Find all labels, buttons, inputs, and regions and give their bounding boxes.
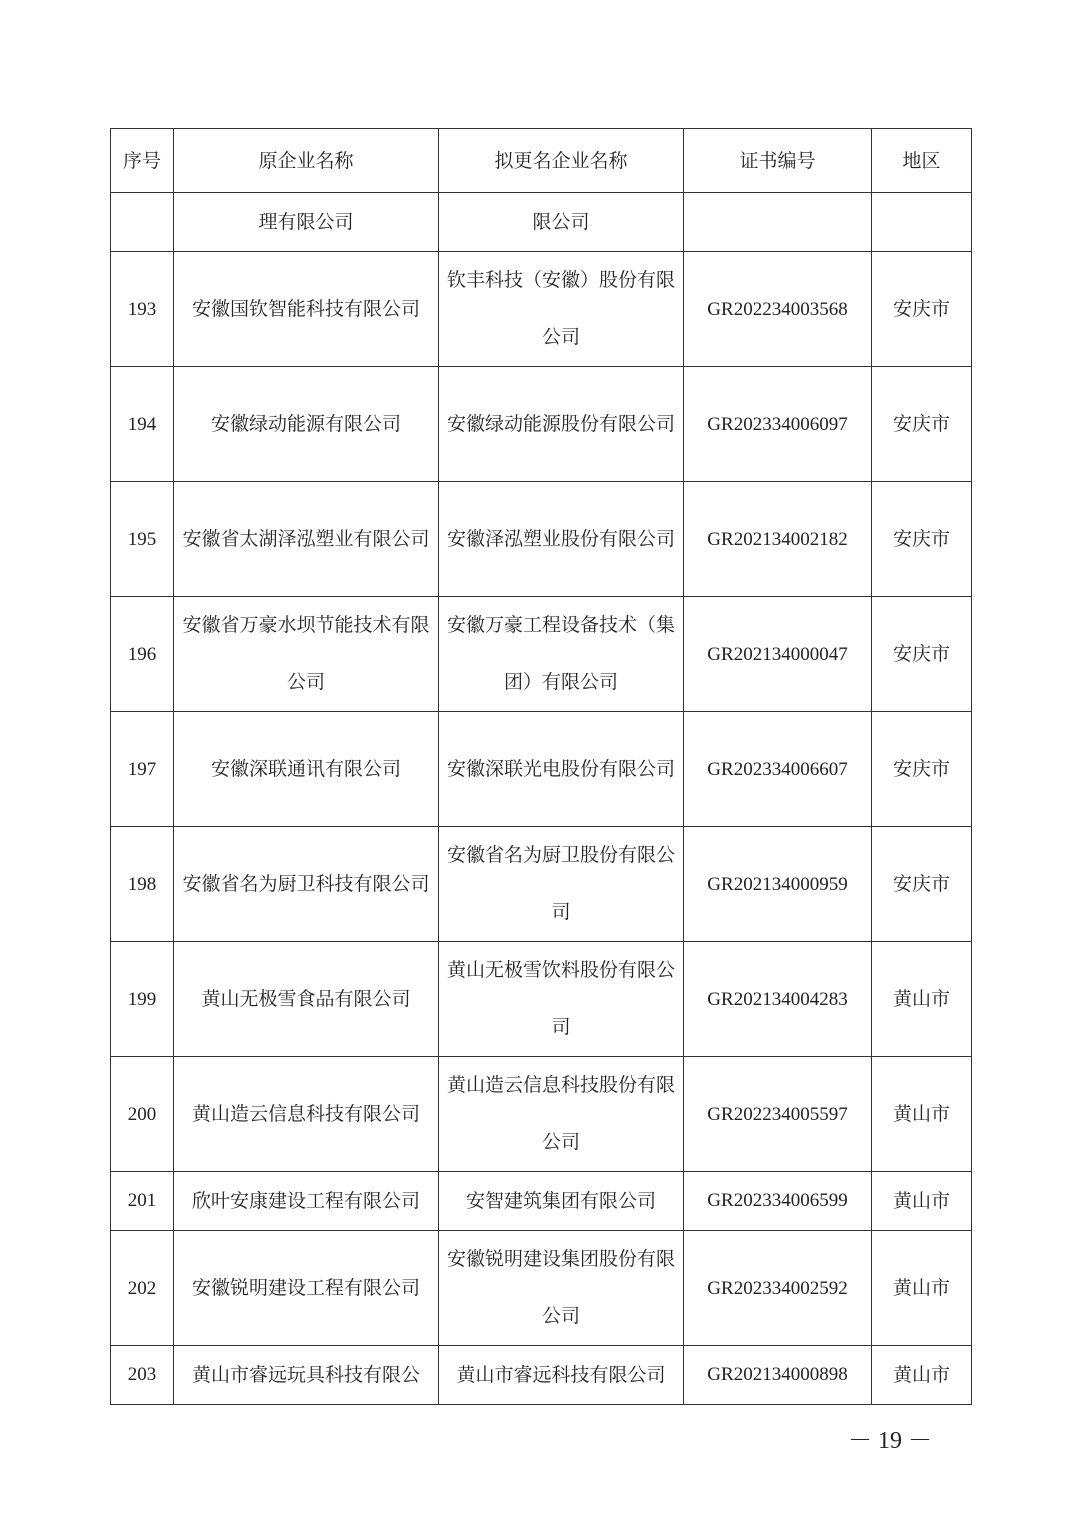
table-row [111, 712, 972, 827]
table-row [111, 942, 972, 1057]
page-number: － 19 － [848, 1428, 932, 1454]
cell-index: 197 [111, 712, 174, 827]
table-row [111, 1057, 972, 1172]
cell-index: 195 [111, 482, 174, 597]
cell-original-name: 黄山无极雪食品有限公司 [174, 942, 439, 1057]
company-rename-table [110, 128, 972, 1405]
table-row [111, 1346, 972, 1405]
cell-new-name: 安徽泽泓塑业股份有限公司 [439, 482, 684, 597]
cell-original-name: 黄山市睿远玩具科技有限公 [174, 1346, 439, 1405]
cell-index: 194 [111, 367, 174, 482]
cell-original-name: 安徽省名为厨卫科技有限公司 [174, 827, 439, 942]
cell-cert: GR202334006599 [684, 1172, 872, 1231]
cell-region: 安庆市 [872, 827, 972, 942]
cell-index: 202 [111, 1231, 174, 1346]
cell-region: 黄山市 [872, 1172, 972, 1231]
cell-cert: GR202234005597 [684, 1057, 872, 1172]
cell-original-name: 安徽深联通讯有限公司 [174, 712, 439, 827]
cell-original-name: 安徽国钦智能科技有限公司 [174, 252, 439, 367]
cell-new-name: 黄山市睿远科技有限公司 [439, 1346, 684, 1405]
cell-cert [684, 193, 872, 252]
cell-cert: GR202334002592 [684, 1231, 872, 1346]
cell-original-name: 安徽省万豪水坝节能技术有限公司 [174, 597, 439, 712]
cell-index: 201 [111, 1172, 174, 1231]
cell-region: 黄山市 [872, 1057, 972, 1172]
cell-region: 安庆市 [872, 482, 972, 597]
continuation-row [111, 193, 972, 252]
cell-cert: GR202134000047 [684, 597, 872, 712]
cell-original-name: 安徽绿动能源有限公司 [174, 367, 439, 482]
cell-cert: GR202134004283 [684, 942, 872, 1057]
table-row [111, 1172, 972, 1231]
table-row [111, 482, 972, 597]
table-row [111, 367, 972, 482]
table-row [111, 597, 972, 712]
cell-cert: GR202134000898 [684, 1346, 872, 1405]
cell-index: 200 [111, 1057, 174, 1172]
cell-region: 黄山市 [872, 942, 972, 1057]
cell-index: 199 [111, 942, 174, 1057]
cell-original-name: 安徽省太湖泽泓塑业有限公司 [174, 482, 439, 597]
cell-original-name: 黄山造云信息科技有限公司 [174, 1057, 439, 1172]
header-new-name: 拟更名企业名称 [439, 129, 684, 193]
cell-index: 196 [111, 597, 174, 712]
cell-index [111, 193, 174, 252]
cell-new-name: 黄山无极雪饮料股份有限公司 [439, 942, 684, 1057]
cell-new-name: 安徽锐明建设集团股份有限公司 [439, 1231, 684, 1346]
cell-cert: GR202134002182 [684, 482, 872, 597]
cell-region: 安庆市 [872, 367, 972, 482]
cell-region: 安庆市 [872, 252, 972, 367]
cell-original-name: 安徽锐明建设工程有限公司 [174, 1231, 439, 1346]
cell-new-name: 黄山造云信息科技股份有限公司 [439, 1057, 684, 1172]
table-header-row [111, 129, 972, 193]
header-original-name: 原企业名称 [174, 129, 439, 193]
cell-new-name: 钦丰科技（安徽）股份有限公司 [439, 252, 684, 367]
header-cert: 证书编号 [684, 129, 872, 193]
cell-new-name: 安徽绿动能源股份有限公司 [439, 367, 684, 482]
cell-region [872, 193, 972, 252]
cell-index: 193 [111, 252, 174, 367]
cell-region: 安庆市 [872, 712, 972, 827]
header-index: 序号 [111, 129, 174, 193]
cell-new-name: 安徽万豪工程设备技术（集团）有限公司 [439, 597, 684, 712]
table-row [111, 252, 972, 367]
table-row [111, 827, 972, 942]
cell-cert: GR202334006097 [684, 367, 872, 482]
cell-original-name: 理有限公司 [174, 193, 439, 252]
cell-cert: GR202234003568 [684, 252, 872, 367]
cell-new-name: 限公司 [439, 193, 684, 252]
cell-cert: GR202134000959 [684, 827, 872, 942]
cell-index: 203 [111, 1346, 174, 1405]
cell-region: 安庆市 [872, 597, 972, 712]
cell-new-name: 安徽深联光电股份有限公司 [439, 712, 684, 827]
cell-original-name: 欣叶安康建设工程有限公司 [174, 1172, 439, 1231]
cell-new-name: 安徽省名为厨卫股份有限公司 [439, 827, 684, 942]
table-row [111, 1231, 972, 1346]
header-region: 地区 [872, 129, 972, 193]
cell-new-name: 安智建筑集团有限公司 [439, 1172, 684, 1231]
cell-index: 198 [111, 827, 174, 942]
cell-region: 黄山市 [872, 1346, 972, 1405]
cell-cert: GR202334006607 [684, 712, 872, 827]
cell-region: 黄山市 [872, 1231, 972, 1346]
